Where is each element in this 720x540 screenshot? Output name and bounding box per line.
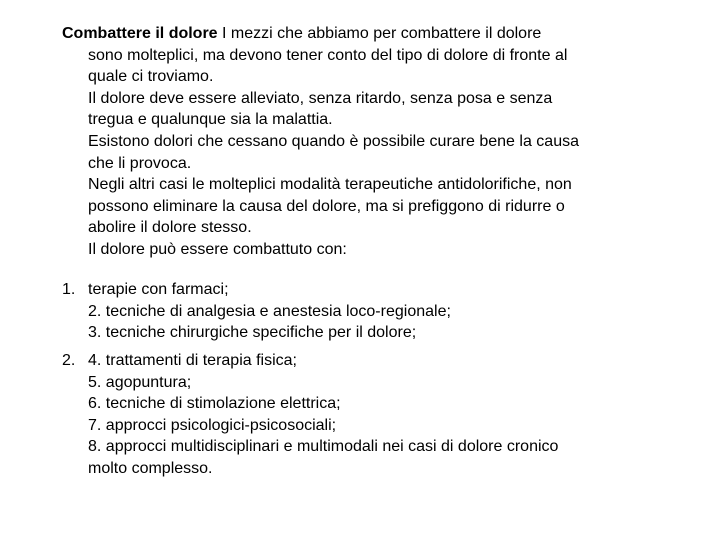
intro-line: possono eliminare la causa del dolore, ma si prefiggono di ridurre o bbox=[88, 197, 565, 215]
intro-line: Esistono dolori che cessano quando è possibile curare bene la causa bbox=[88, 132, 579, 150]
intro-line: Il dolore deve essere alleviato, senza ritardo, senza posa e senza bbox=[88, 89, 553, 107]
list-line: 7. approcci psicologici-psicosociali; bbox=[88, 416, 337, 434]
intro-line: tregua e qualunque sia la malattia. bbox=[88, 111, 333, 129]
intro-line: sono molteplici, ma devono tener conto del tipo di dolore di fronte al bbox=[88, 46, 568, 64]
list-line: 4. trattamenti di terapia fisica; bbox=[88, 352, 297, 369]
list-item-lines bbox=[88, 350, 682, 480]
intro-line: quale ci troviamo. bbox=[88, 68, 214, 86]
list-line: molto complesso. bbox=[88, 459, 213, 477]
list-line: 6. tecniche di stimolazione elettrica; bbox=[88, 395, 341, 413]
list-line: 8. approcci multidisciplinari e multimodali nei casi di dolore cronico bbox=[88, 438, 559, 456]
intro-line: che li provoca. bbox=[88, 154, 192, 172]
list-item-lines bbox=[88, 279, 682, 344]
intro-first-line bbox=[62, 23, 662, 45]
list-line: 3. tecniche chirurgiche specifiche per il dolore; bbox=[88, 324, 417, 342]
intro-first-line-text: I mezzi che abbiamo per combattere il dolore bbox=[217, 25, 542, 42]
list-line: 5. agopuntura; bbox=[88, 373, 192, 391]
list-number: 2. bbox=[62, 352, 76, 369]
intro-paragraph bbox=[62, 23, 662, 261]
intro-line: abolire il dolore stesso. bbox=[88, 219, 252, 237]
list-line: terapie con farmaci; bbox=[88, 281, 229, 298]
list-line: 2. tecniche di analgesia e anestesia loco-regionale; bbox=[88, 302, 451, 320]
list-number: 1. bbox=[62, 281, 76, 298]
paragraph-title: Combattere il dolore bbox=[62, 25, 218, 42]
intro-line: Negli altri casi le molteplici modalità terapeutiche antidolorifiche, non bbox=[88, 176, 572, 194]
intro-line: Il dolore può essere combattuto con: bbox=[88, 240, 347, 258]
